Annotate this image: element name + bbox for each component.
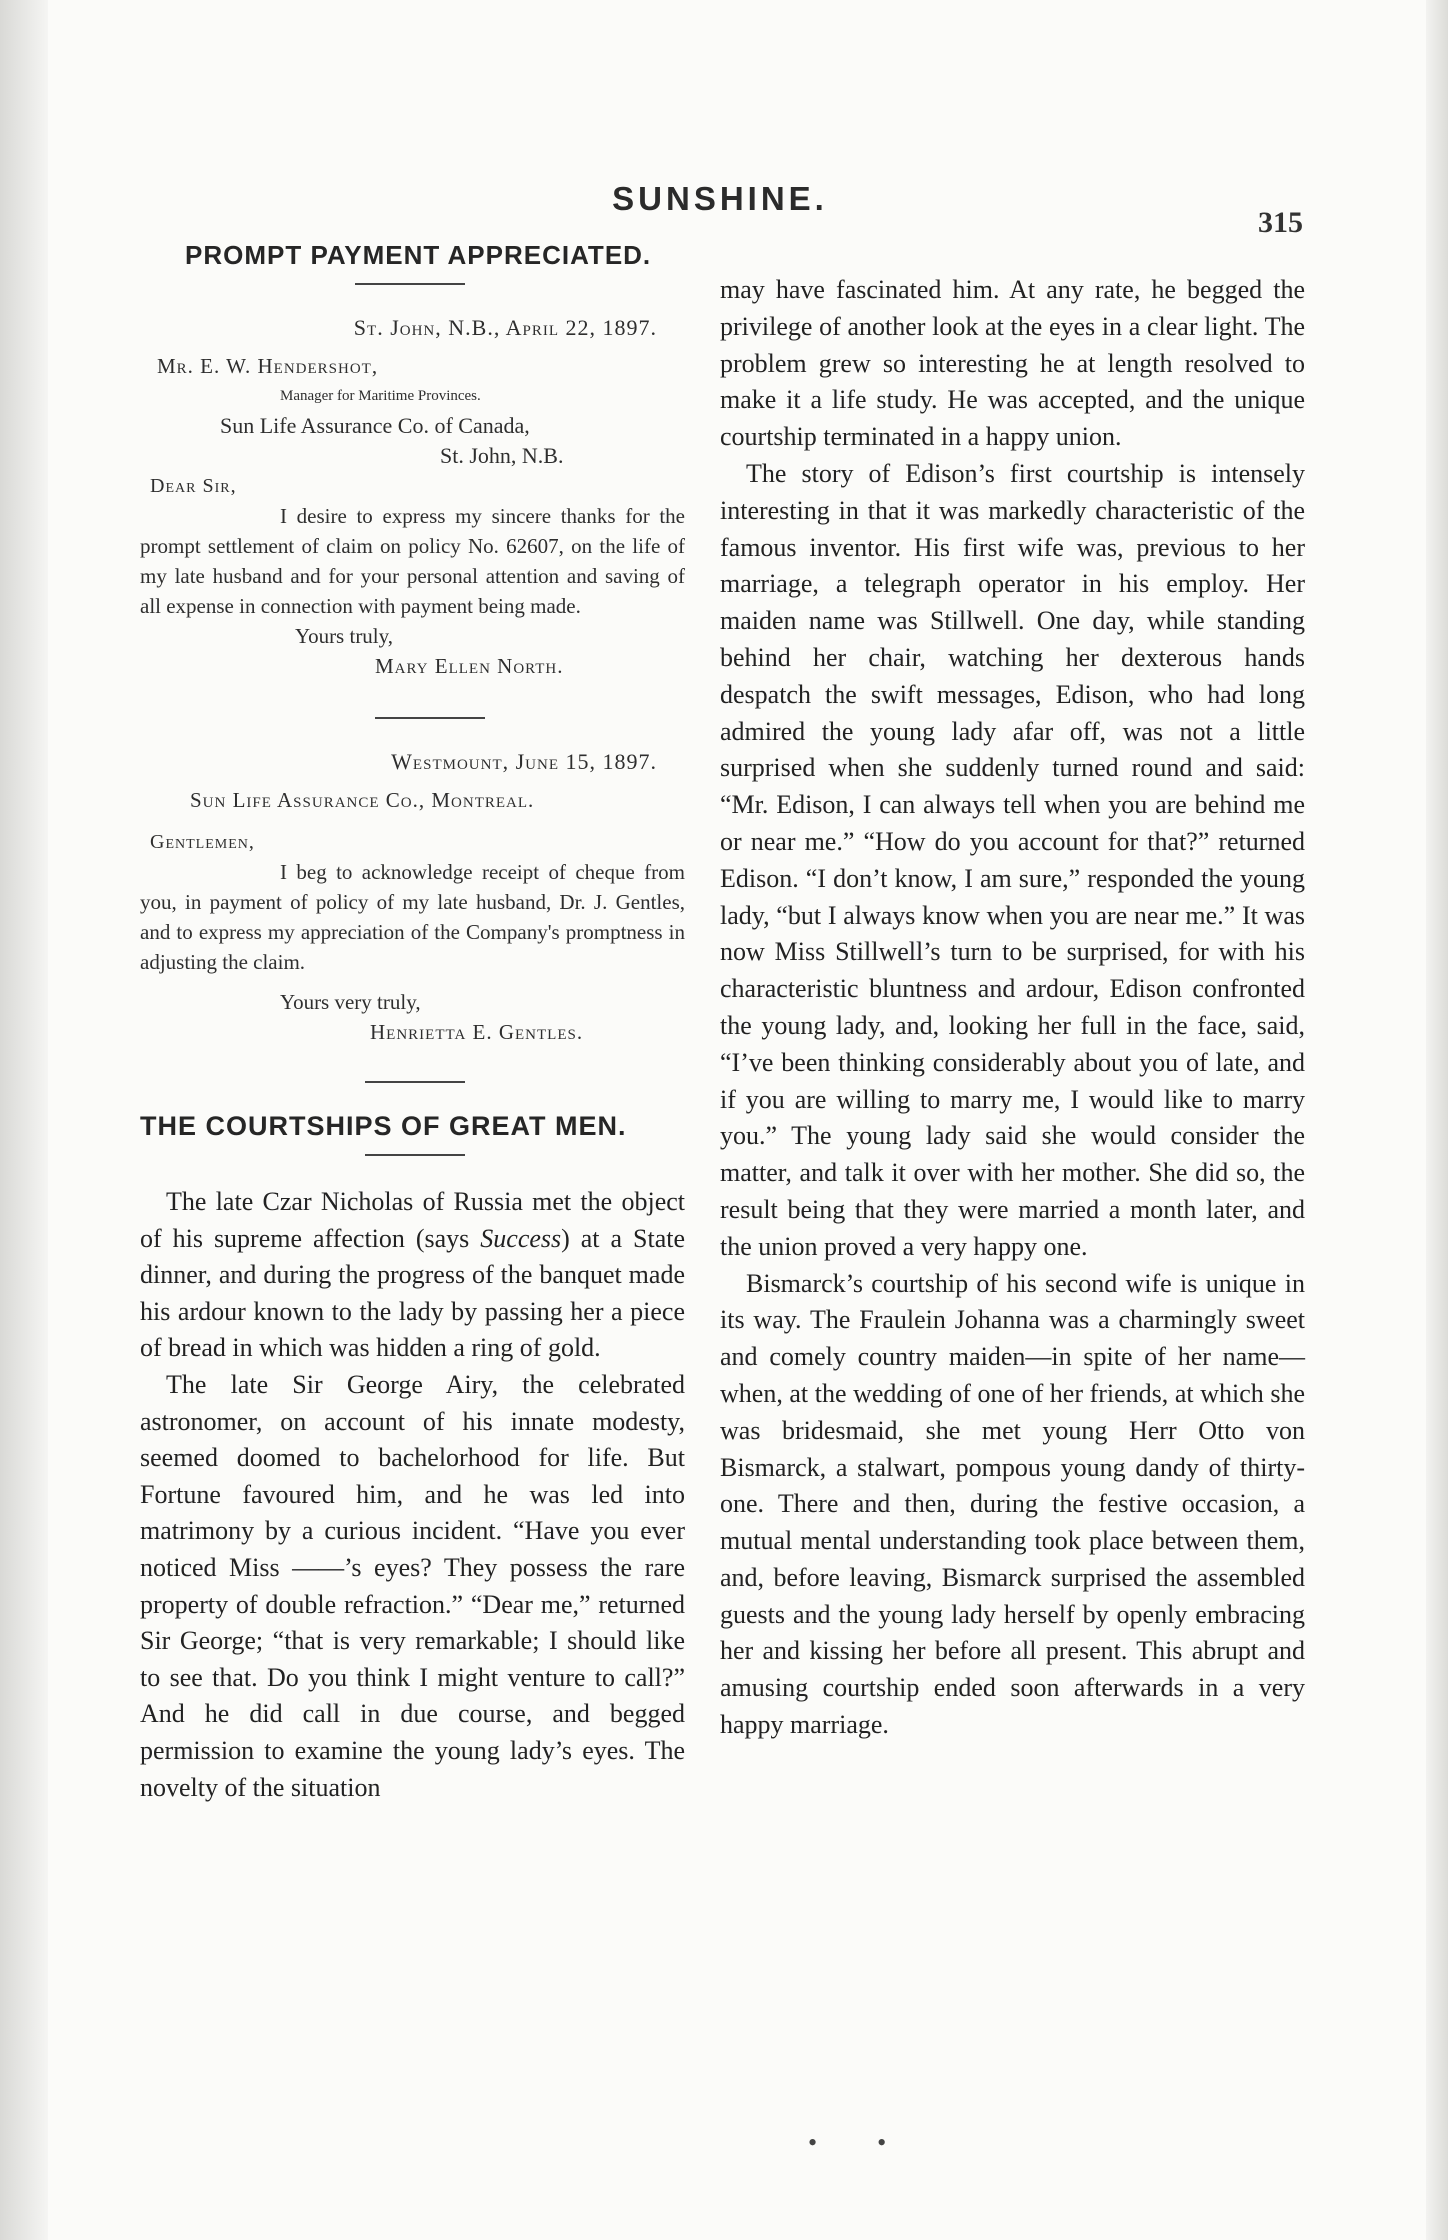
letter-addressee: Mr. E. W. Hendershot,: [157, 354, 379, 378]
article-paragraph: Bismarck’s courtship of his second wife is unique in its way. The Fraulein Johanna was a charmingly sweet and comely country maiden—in spite of her name—when, at the wedding of one of her friends, at which she was bridesmaid, she met young Herr Otto von Bismarck, a stalwart, pompous young dandy of thirty-one. There and then, during the festive occasion, a mutual mental understanding took place between them, and, before leaving, Bismarck surprised the assembled guests and the young lady herself by openly embracing her and kissing her before all present. This abrupt and amusing courtship ended soon afterwards in a very happy marriage.: [720, 1268, 1305, 1740]
binding-shadow: [0, 0, 48, 2240]
letter-north: [140, 313, 685, 681]
letter-company: Sun Life Assurance Co., Montreal.: [190, 788, 535, 812]
letter-body: I beg to acknowledge receipt of cheque from you, in payment of policy of my late husband, Dr. J. Gentles, and to express my appreciation of the Company's promptness in adjusting the claim.: [140, 860, 685, 974]
section-title-prompt-payment: PROMPT PAYMENT APPRECIATED.: [185, 240, 652, 270]
text-span: The late Czar Nicholas of Russia met the object of his supreme affection (says: [140, 1187, 685, 1253]
page-edge: [1426, 0, 1448, 2240]
letter-salutation: Dear Sir,: [150, 475, 237, 497]
divider: [365, 1154, 465, 1156]
source-citation: Success: [480, 1223, 562, 1253]
article-paragraph: The late Sir George Airy, the celebrated astronomer, on account of his innate modesty, seemed doomed to bachelorhood for life. But Fortune favoured him, and he was led into matrimony by a curious incident. “Have you ever noticed Miss ——’s eyes? They possess the rare property of double refraction.” “Dear me,” returned Sir George; “that is very remarkable; I should like to see that. Do you think I might venture to call?” And he did call in due course, and begged permission to examine the young lady’s eyes. The novelty of the situation: [140, 1369, 685, 1802]
letter-addressee-title: Manager for Maritime Provinces.: [280, 388, 481, 404]
divider: [355, 283, 465, 285]
section-title-courtships: THE COURTSHIPS OF GREAT MEN.: [140, 1111, 627, 1141]
letter-salutation: Gentlemen,: [150, 831, 255, 853]
scan-marks: ••: [808, 2128, 947, 2157]
article-paragraph: may have fascinated him. At any rate, he begged the privilege of another look at the eyes in a clear light. The problem grew so interesting he at length resolved to make it a life study. He was accepted, and the unique courtship terminated in a happy union.: [720, 275, 1305, 452]
letter-signature: Mary Ellen North.: [375, 654, 564, 678]
text-span: ) at a State dinner, and during the progress of the banquet made his ardour known to the lady by passing her a piece of bread in which was hidden a ring of gold.: [140, 1223, 685, 1363]
left-column: [140, 240, 685, 1806]
article-left: [140, 1184, 685, 1806]
letter-date: St. John, N.B., April 22, 1897.: [353, 315, 657, 340]
divider: [375, 717, 485, 719]
article-paragraph: [140, 1184, 685, 1367]
letter-body: I desire to express my sincere thanks for the prompt settlement of claim on policy No. 62607, on the life of my late husband and for your personal attention and saving of all expense in connection with payment being made.: [140, 504, 685, 618]
letter-company: Sun Life Assurance Co. of Canada,: [220, 413, 530, 438]
letter-gentles: [140, 747, 685, 1047]
divider: [365, 1081, 465, 1083]
right-column: [720, 272, 1305, 1744]
letter-signature: Henrietta E. Gentles.: [370, 1020, 584, 1044]
page-number: 315: [1258, 206, 1303, 239]
letter-closing: Yours truly,: [295, 624, 394, 648]
letter-closing: Yours very truly,: [280, 990, 421, 1014]
letter-location: St. John, N.B.: [440, 443, 564, 468]
letter-date: Westmount, June 15, 1897.: [391, 749, 657, 774]
article-paragraph: The story of Edison’s first courtship is intensely interesting in that it was markedly characteristic of the famous inventor. His first wife was, previous to her marriage, a telegraph operator in his employ. Her maiden name was Stillwell. One day, while standing behind her chair, watching her dexterous hands despatch the swift messages, Edison, who had long admired the young lady afar off, was not a little surprised when she suddenly turned round and said: “Mr. Edison, I can always tell when you are behind me or near me.” “How do you account for that?” returned Edison. “I don’t know, I am sure,” responded the young lady, “but I always know when you are near me.” It was now Miss Stillwell’s turn to be surprised, for with his characteristic bluntness and ardour, Edison confronted the young lady, and, looking her full in the face, said, “I’ve been thinking considerably about you of late, and if you are willing to marry me, I would like to marry you.” The young lady said she would consider the matter, and talk it over with her mother. She did so, the result being that they were married a month later, and the union proved a very happy one.: [720, 458, 1305, 1261]
running-title: SUNSHINE.: [612, 180, 828, 217]
